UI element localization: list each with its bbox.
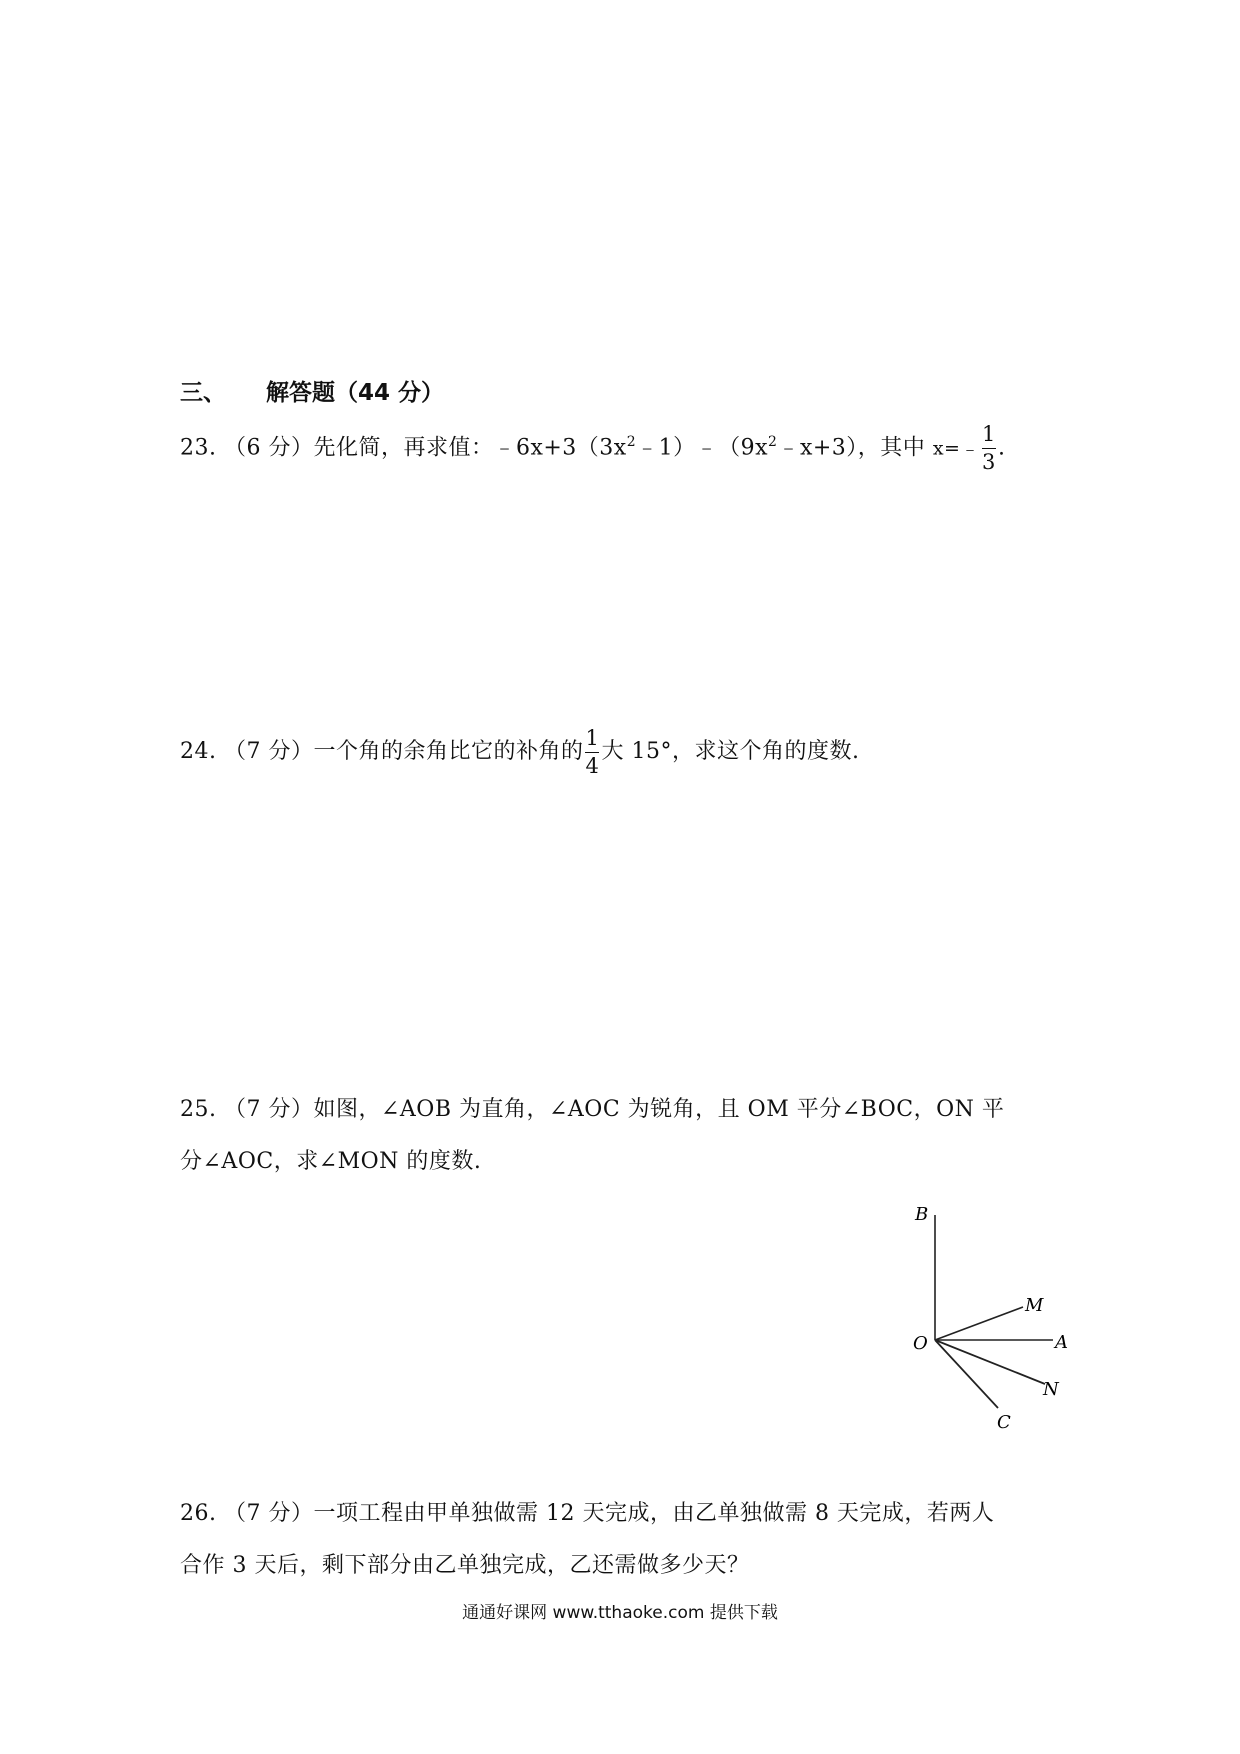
q25-line-1: 25. （7 分）如图，∠AOB 为直角，∠AOC 为锐角，且 OM 平分∠BOC，ON 平 — [180, 1097, 1005, 1122]
angle-figure — [905, 1200, 1095, 1430]
q23-exponent-2: 2 — [768, 434, 778, 450]
label-a: A — [1055, 1332, 1068, 1353]
label-c: C — [997, 1412, 1011, 1430]
q26-line-2: 合作 3 天后，剩下部分由乙单独完成，乙还需做多少天？ — [180, 1553, 750, 1578]
q23-fraction-denominator: 3 — [982, 449, 996, 474]
q23-x-label: x=﹣ — [932, 437, 980, 460]
section-title: 解答题（44 分） — [266, 380, 445, 406]
q23-exponent-1: 2 — [626, 434, 637, 450]
q23-text-prefix: 23. （6 分）先化简，再求值：﹣6x+3（3x — [180, 435, 627, 461]
q23-fraction — [982, 421, 996, 474]
q25-line-2: 分∠AOC，求∠MON 的度数. — [180, 1149, 482, 1174]
q23-text-suffix: ﹣x+3），其中 — [777, 435, 926, 461]
label-b: B — [915, 1204, 929, 1225]
question-26 — [180, 1488, 994, 1592]
fraction-bar — [585, 752, 599, 753]
q24-text-prefix: 24. （7 分）一个角的余角比它的补角的 — [180, 739, 584, 764]
q26-line-1: 26. （7 分）一项工程由甲单独做需 12 天完成，由乙单独做需 8 天完成，若两人 — [180, 1501, 995, 1526]
q23-end: . — [997, 435, 1006, 461]
q24-text-suffix: 大 15°，求这个角的度数. — [601, 739, 860, 764]
angle-diagram — [905, 1200, 1095, 1430]
question-24 — [180, 726, 859, 778]
page-footer: 通通好课网 www.tthaoke.com 提供下载 — [462, 1603, 778, 1623]
question-25 — [180, 1084, 1004, 1188]
q24-fraction-numerator: 1 — [585, 725, 600, 750]
section-number: 三、 — [180, 380, 226, 406]
section-heading — [180, 374, 444, 407]
fraction-bar — [982, 448, 996, 449]
label-m: M — [1025, 1295, 1044, 1316]
q23-fraction-numerator: 1 — [982, 421, 996, 446]
ray-oc — [935, 1340, 998, 1408]
ray-om — [935, 1307, 1023, 1340]
q24-fraction-denominator: 4 — [585, 753, 600, 778]
q24-fraction — [585, 725, 600, 778]
q23-text-mid: ﹣1）﹣（9x — [636, 435, 769, 461]
label-n: N — [1043, 1379, 1059, 1400]
ray-on — [935, 1340, 1045, 1384]
question-23 — [180, 416, 1005, 474]
label-o: O — [913, 1333, 928, 1354]
